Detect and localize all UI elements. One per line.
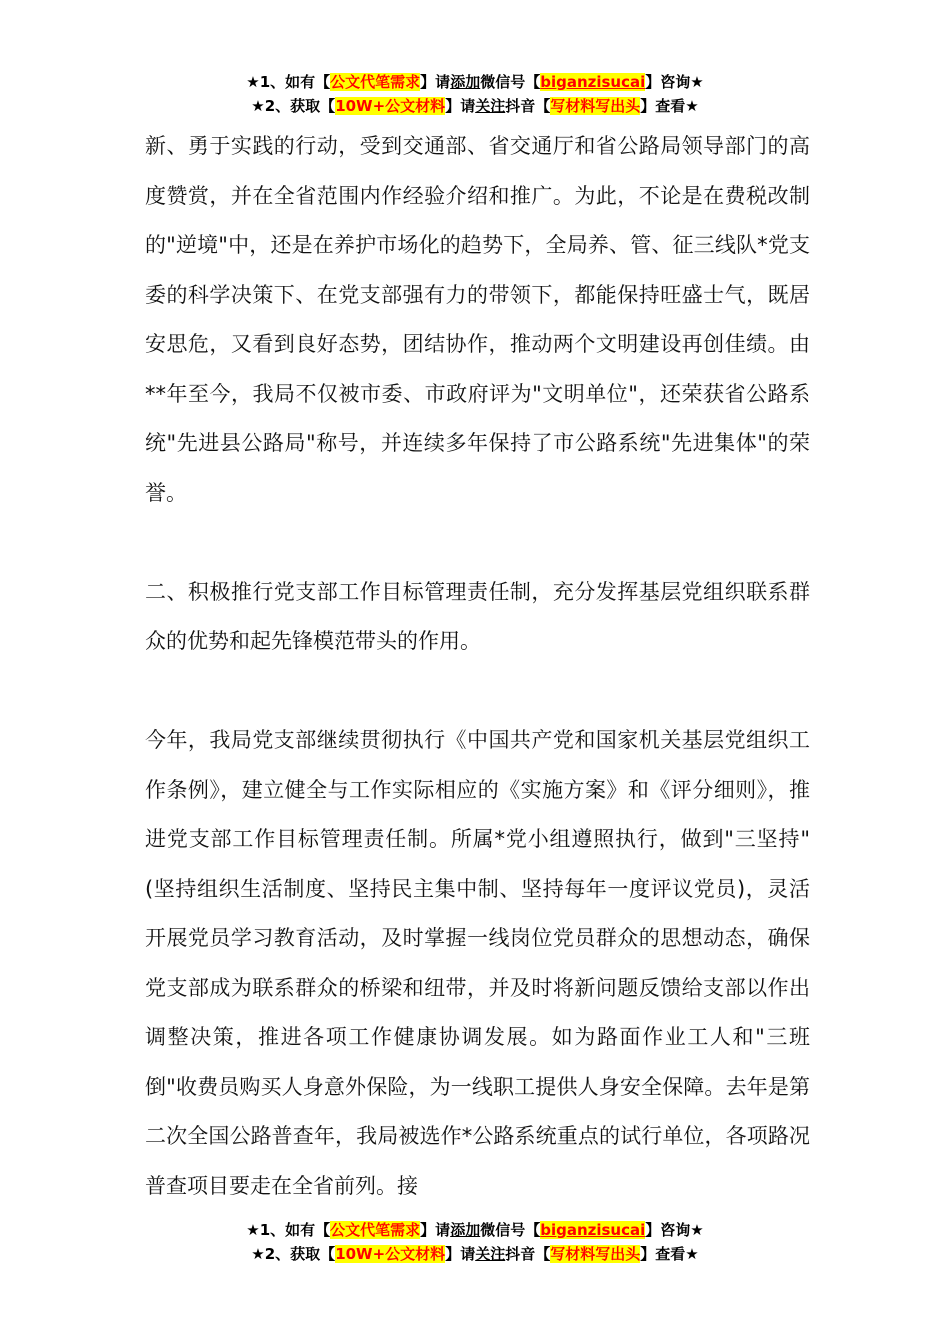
- banner-text: ★2、获取【: [251, 97, 336, 115]
- header-banner: [0, 70, 950, 118]
- banner-text: ★1、如有【: [246, 1221, 331, 1239]
- banner-line-1: [0, 70, 950, 94]
- banner-highlight: 10W+公文材料: [335, 1245, 446, 1263]
- paragraph: 今年，我局党支部继续贯彻执行《中国共产党和国家机关基层党组织工作条例》，建立健全与工作实际相应的《实施方案》和《评分细则》，推进党支部工作目标管理责任制。所属*党小组遵照执行，做到"三坚持"(坚持组织生活制度、坚持民主集中制、坚持每年一度评议党员)，灵活开展党员学习教育活动，及时掌握一线岗位党员群众的思想动态，确保党支部成为联系群众的桥梁和纽带，并及时将新问题反馈给支部以作出调整决策，推进各项工作健康协调发展。如为路面作业工人和"三班倒"收费员购买人身意外保险，为一线职工提供人身安全保障。去年是第二次全国公路普查年，我局被选作*公路系统重点的试行单位，各项路况普查项目要走在全省前列。接: [145, 728, 810, 1198]
- banner-text: 】请: [445, 97, 476, 115]
- banner-text: 】咨询★: [645, 1221, 704, 1239]
- section-heading: 二、积极推行党支部工作目标管理责任制，充分发挥基层党组织联系群众的优势和起先锋模范带头的作用。: [145, 579, 810, 653]
- banner-text: ★2、获取【: [251, 1245, 336, 1263]
- banner-text: 】查看★: [640, 97, 699, 115]
- banner-line-2: [0, 94, 950, 118]
- banner-line-1: [0, 1218, 950, 1242]
- banner-wechat-id: biganzisucai: [540, 73, 646, 91]
- banner-text: 】查看★: [640, 1245, 699, 1263]
- banner-text: 微信号【: [480, 1221, 541, 1239]
- banner-highlight: 10W+公文材料: [335, 97, 446, 115]
- banner-line-2: [0, 1242, 950, 1266]
- banner-underlined-text: 添加: [450, 73, 481, 91]
- banner-wechat-id: biganzisucai: [540, 1221, 646, 1239]
- banner-highlight: 公文代笔需求: [330, 1221, 421, 1239]
- banner-text: 抖音【: [505, 1245, 551, 1263]
- banner-underlined-text: 关注: [475, 1245, 506, 1263]
- banner-text: ★1、如有【: [246, 73, 331, 91]
- banner-text: 】咨询★: [645, 73, 704, 91]
- banner-text: 】请: [420, 1221, 451, 1239]
- banner-douyin-id: 写材料写出头: [550, 97, 641, 115]
- banner-highlight: 公文代笔需求: [330, 73, 421, 91]
- banner-underlined-text: 添加: [450, 1221, 481, 1239]
- banner-douyin-id: 写材料写出头: [550, 1245, 641, 1263]
- banner-text: 抖音【: [505, 97, 551, 115]
- banner-underlined-text: 关注: [475, 97, 506, 115]
- footer-banner: [0, 1218, 950, 1266]
- banner-text: 微信号【: [480, 73, 541, 91]
- document-body: [145, 122, 810, 1211]
- paragraph-continued: 新、勇于实践的行动，受到交通部、省交通厅和省公路局领导部门的高度赞赏，并在全省范围内作经验介绍和推广。为此，不论是在费税改制的"逆境"中，还是在养护市场化的趋势下，全局养、管、征三线队*党支委的科学决策下、在党支部强有力的带领下，都能保持旺盛士气，既居安思危，又看到良好态势，团结协作，推动两个文明建设再创佳绩。由**年至今，我局不仅被市委、市政府评为"文明单位"，还荣获省公路系统"先进县公路局"称号，并连续多年保持了市公路系统"先进集体"的荣誉。: [145, 134, 810, 505]
- banner-text: 】请: [445, 1245, 476, 1263]
- banner-text: 】请: [420, 73, 451, 91]
